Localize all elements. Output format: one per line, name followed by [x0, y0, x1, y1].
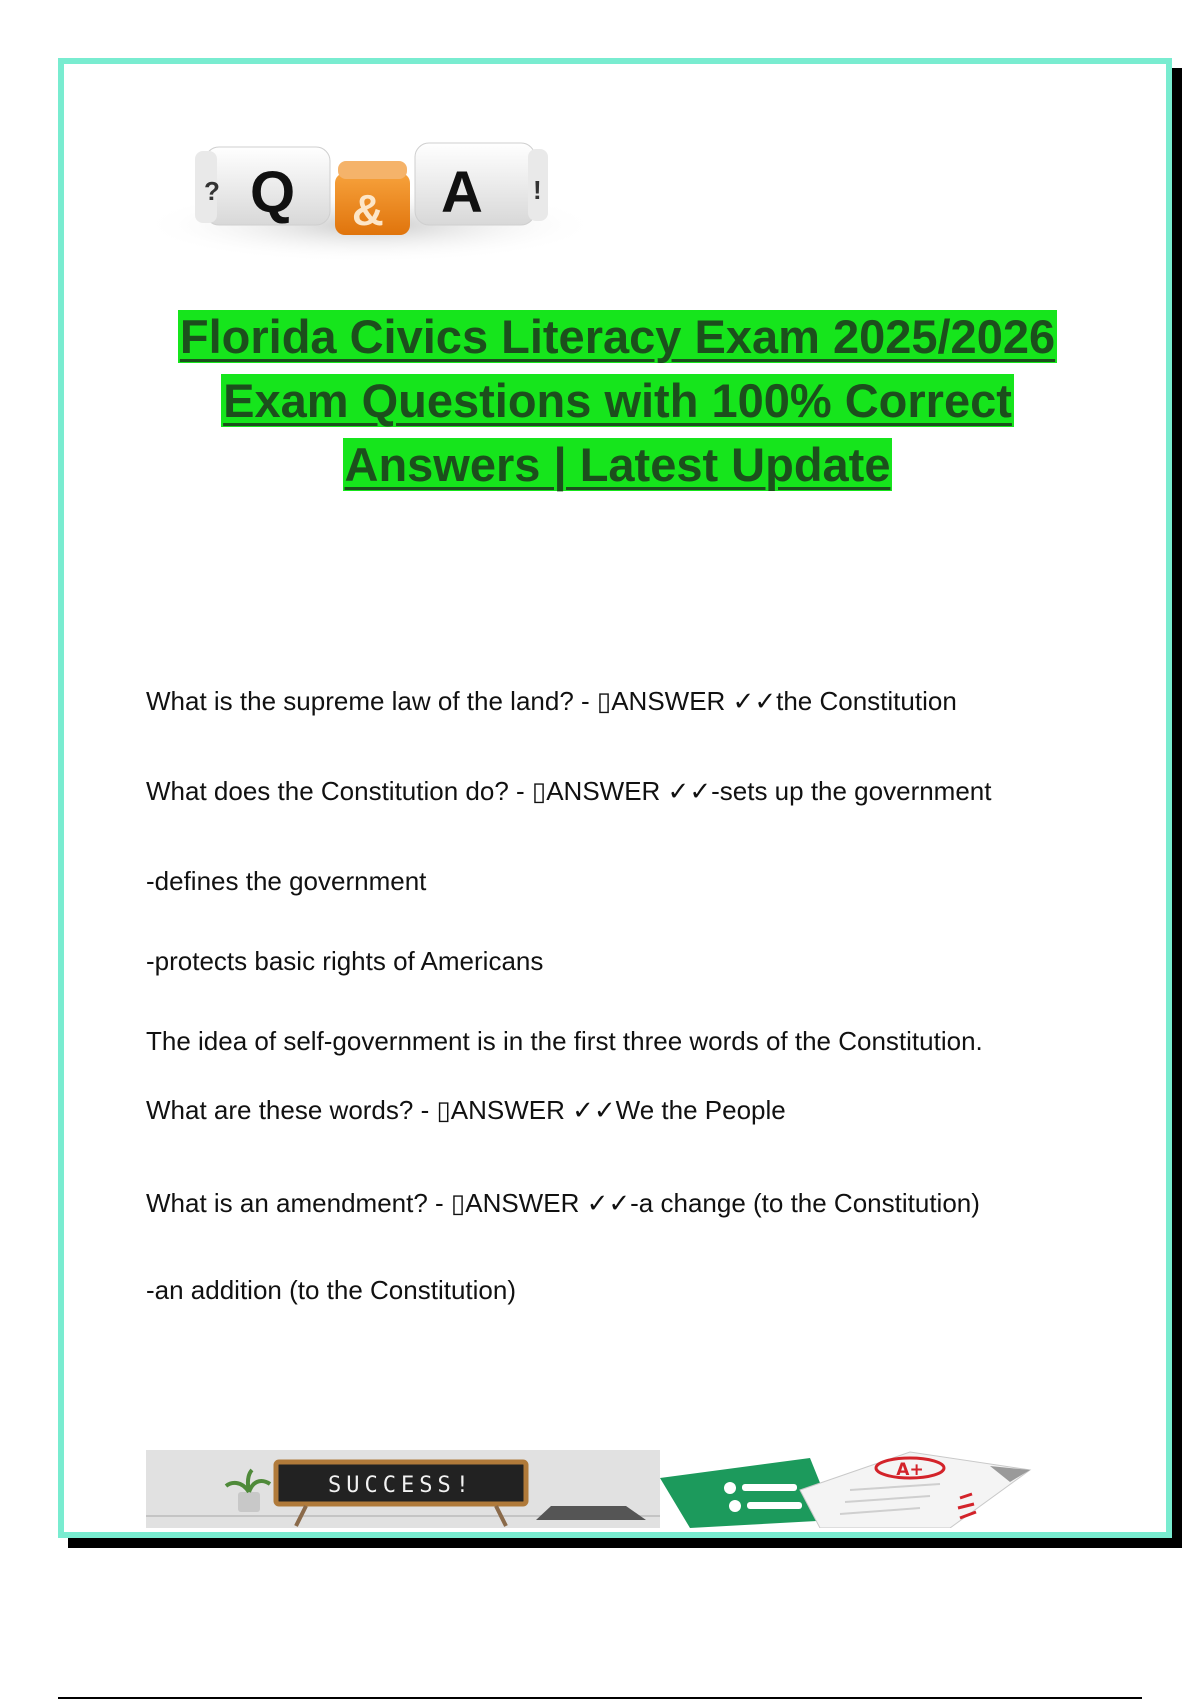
a-letter: A [441, 160, 483, 225]
title-line-1: Florida Civics Literacy Exam 2025/2026 [179, 310, 1056, 363]
qa-line: -protects basic rights of Americans [146, 946, 544, 976]
footer-rule [58, 1697, 1142, 1699]
a-side-text: ! [533, 175, 542, 205]
q-side-text: ? [204, 176, 220, 206]
amp-die [335, 161, 410, 235]
a-die [415, 143, 548, 225]
amp-symbol: & [352, 186, 384, 235]
title-line-2: Exam Questions with 100% Correct [223, 374, 1012, 427]
qa-line: -an addition (to the Constitution) [146, 1275, 516, 1305]
qa-line: What is an amendment? - ▯ANSWER ✓✓-a change (to the Constitution) [146, 1188, 980, 1218]
grade-mark: A+ [896, 1460, 924, 1480]
qa-line: The idea of self-government is in the first three words of the Constitution. [146, 1026, 983, 1056]
title-line-3: Answers | Latest Update [344, 438, 891, 491]
success-sign-text: SUCCESS! [328, 1473, 474, 1498]
q-die [195, 147, 330, 225]
qa-line: What are these words? - ▯ANSWER ✓✓We the People [146, 1095, 786, 1125]
qa-line: -defines the government [146, 866, 427, 896]
qa-line: What does the Constitution do? - ▯ANSWER ✓✓-sets up the government [146, 776, 992, 806]
q-letter: Q [250, 160, 296, 225]
document-title [120, 305, 1115, 497]
qa-dice-logo [140, 95, 600, 275]
success-sign-image [146, 1450, 660, 1528]
graded-paper-image [660, 1450, 1070, 1528]
qa-line: What is the supreme law of the land? - ▯ANSWER ✓✓the Constitution [146, 686, 957, 716]
